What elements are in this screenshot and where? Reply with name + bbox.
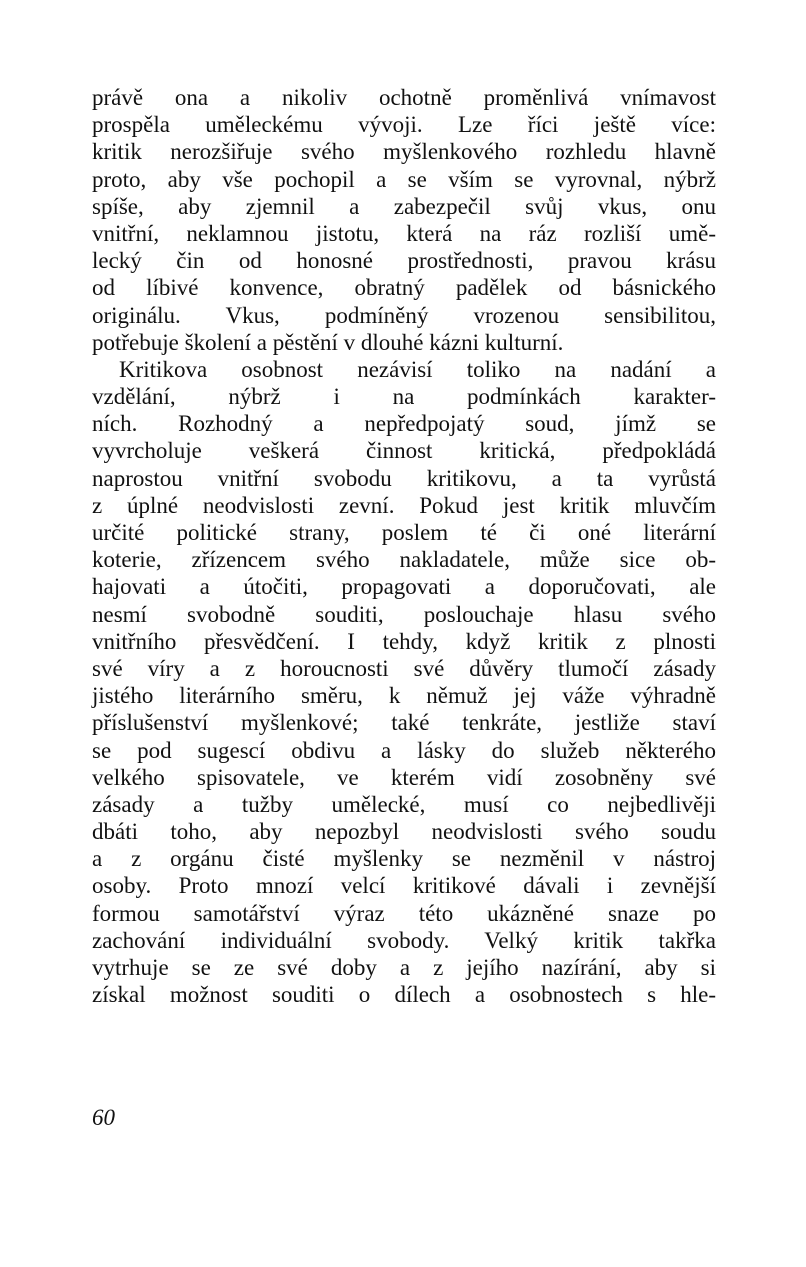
text-line: nesmí svobodně souditi, poslouchaje hlasu svého [92,601,716,627]
text-line: lecký čin od honosné prostřednosti, pravou krásu [92,248,716,274]
text-line: hajovati a útočiti, propagovati a doporučovati, ale [92,574,716,600]
page-number: 60 [92,1105,115,1130]
text-line: se pod sugescí obdivu a lásky do služeb některého [92,737,716,763]
text-line: vzdělání, nýbrž i na podmínkách karakter- [92,384,716,410]
text-line: ních. Rozhodný a nepředpojatý soud, jímž se [92,411,716,437]
text-line: naprostou vnitřní svobodu kritikovu, a ta vyrůstá [92,465,716,491]
text-line: vyvrcholuje veškerá činnost kritická, předpokládá [92,438,716,464]
text-line: právě ona a nikoliv ochotně proměnlivá vnímavost [92,85,716,110]
text-line: originálu. Vkus, podmíněný vrozenou sensibilitou, [92,302,716,328]
text-line: proto, aby vše pochopil a se vším se vyrovnal, nýbrž [92,166,716,192]
text-line: vnitřní, neklamnou jistotu, která na ráz rozliší umě- [92,220,716,246]
text-line: potřebuje školení a pěstění v dlouhé kázni kulturní. [92,329,564,355]
text-line: jistého literárního směru, k němuž jej váže výhradně [92,683,716,709]
text-line: osoby. Proto mnozí velcí kritikové dávali i zevnější [92,873,716,899]
text-line: zachování individuální svobody. Velký kritik takřka [92,927,716,953]
text-line: zásady a tužby umělecké, musí co nejbedlivěji [92,791,716,817]
text-line: kritik nerozšiřuje svého myšlenkového rozhledu hlavně [92,139,716,165]
text-line: své víry a z horoucnosti své důvěry tlumočí zásady [92,655,716,681]
text-line: vytrhuje se ze své doby a z jejího nazírání, aby si [92,955,716,980]
text-line: velkého spisovatele, ve kterém vidí zosobněny své [92,764,716,790]
text-line: příslušenství myšlenkové; také tenkráte, jestliže staví [92,710,716,736]
text-line: vnitřního přesvědčení. I tehdy, když kritik z plnosti [92,628,716,654]
text-line: spíše, aby zjemnil a zabezpečil svůj vkus, onu [92,193,716,219]
body-text [92,84,716,1008]
text-line: od líbivé konvence, obratný padělek od básnického [92,275,716,301]
text-line: formou samotářství výraz této ukázněné snaze po [92,900,716,926]
text-line: určité politické strany, poslem té či oné literární [92,520,716,545]
text-line: koterie, zřízencem svého nakladatele, může sice ob- [92,547,716,573]
text-line: prospěla uměleckému vývoji. Lze říci ještě více: [92,112,716,138]
text-line: získal možnost souditi o dílech a osobnostech s hle- [92,982,716,1008]
paragraph-start-line: Kritikova osobnost nezávisí toliko na nadání a [119,356,716,382]
text-line: a z orgánu čisté myšlenky se nezměnil v nástroj [92,846,716,872]
text-line: z úplné neodvislosti zevní. Pokud jest kritik mluvčím [92,492,716,518]
text-line: dbáti toho, aby nepozbyl neodvislosti svého soudu [92,819,716,845]
